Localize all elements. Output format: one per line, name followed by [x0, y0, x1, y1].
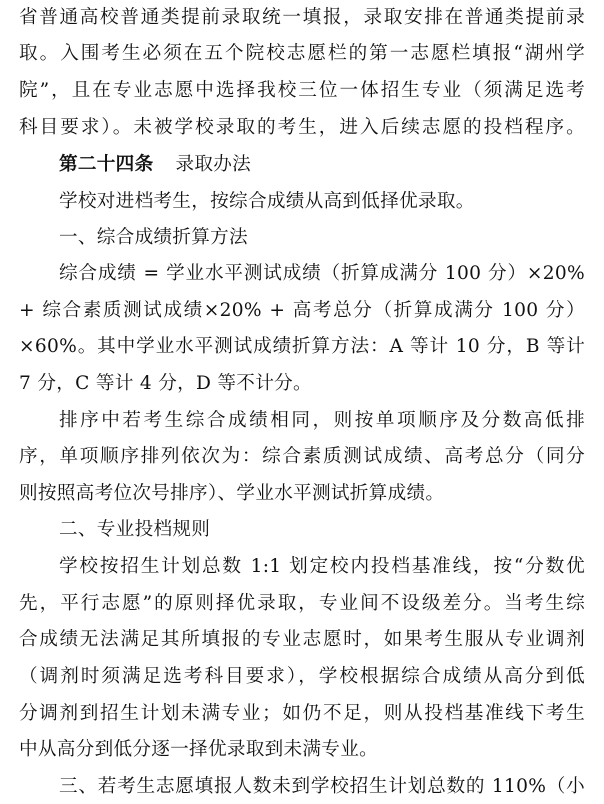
paragraph-line: ×60%。其中学业水平测试成绩折算方法：A 等计 10 分，B 等计: [19, 336, 585, 357]
paragraph-line: 取。入围考生必须在五个院校志愿栏的第一志愿栏填报“湖州学: [19, 43, 585, 64]
article-title: 录取办法: [175, 154, 252, 175]
section-heading: 三、若考生志愿填报人数未到学校招生计划总数的 110%（小: [59, 776, 585, 797]
formula-line: 综合成绩 = 学业水平测试成绩（折算成满分 100 分）×20%: [59, 263, 585, 284]
paragraph-line: 分调剂到招生计划未满专业；如仍不足，则从投档基准线下考生: [19, 703, 585, 724]
paragraph-line: 学校对进档考生，按综合成绩从高到低择优录取。: [59, 191, 475, 212]
paragraph-line: 则按照高考位次号排序）、学业水平测试折算成绩。: [19, 483, 445, 504]
paragraph-line: 先，平行志愿”的原则择优录取，专业间不设级差分。当考生综: [19, 593, 585, 614]
paragraph-line: 省普通高校普通类提前录取统一填报，录取安排在普通类提前录: [19, 7, 585, 28]
formula-line: + 综合素质测试成绩×20% + 高考总分（折算成满分 100 分）: [19, 300, 585, 321]
paragraph-line: （调剂时须满足选考科目要求），学校根据综合成绩从高分到低: [19, 666, 585, 687]
section-heading: 一、综合成绩折算方法: [59, 227, 248, 248]
article-number: 第二十四条: [59, 154, 154, 175]
paragraph-line: 中从高分到低分逐一择优录取到未满专业。: [19, 739, 378, 760]
paragraph-line: 7 分，C 等计 4 分，D 等不计分。: [19, 373, 312, 394]
paragraph-line: 学校按招生计划总数 1:1 划定校内投档基准线，按“分数优: [59, 556, 585, 577]
paragraph-line: 合成绩无法满足其所填报的专业志愿时，如果考生服从专业调剂: [19, 629, 585, 650]
paragraph-line: 院”，且在专业志愿中选择我校三位一体招生专业（须满足选考: [19, 80, 585, 101]
section-heading: 二、专业投档规则: [59, 519, 211, 540]
article-heading: [59, 148, 251, 182]
paragraph-line: 科目要求）。未被学校录取的考生，进入后续志愿的投档程序。: [19, 117, 585, 138]
paragraph-line: 序，单项顺序排列依次为：综合素质测试成绩、高考总分（同分: [19, 446, 585, 467]
paragraph-line: 排序中若考生综合成绩相同，则按单项顺序及分数高低排: [59, 410, 585, 431]
